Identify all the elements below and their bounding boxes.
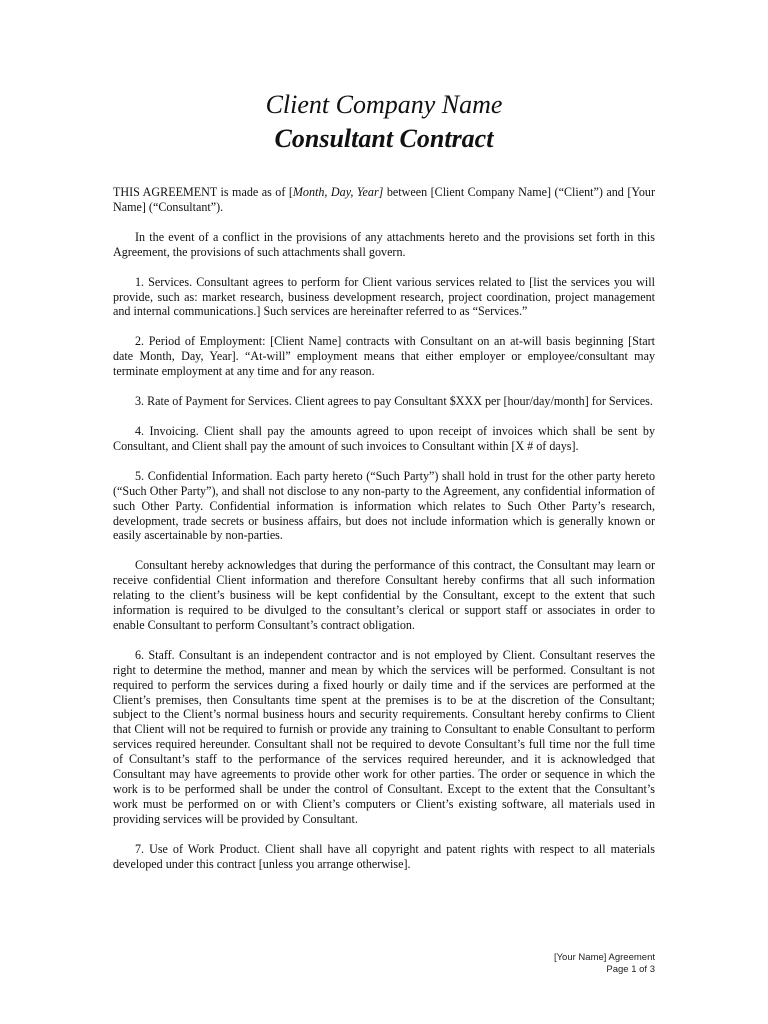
confidential-clause: 5. Confidential Information. Each party hereto (“Such Party”) shall hold in trust for the other party hereto (“Such Other Party”), and shall not disclose to any non-party to the Agreement, any confidential information of such Other Party. Confidential information is information which relates to Such Other Party’s research, development, trade secrets or business affairs, but does not include information which is generally known or easily ascertainable by non-parties.	[113, 468, 655, 543]
employment-clause: 2. Period of Employment: [Client Name] contracts with Consultant on an at-will basis beginning [Start date Month, Day, Year]. “At-will” employment means that either employer or employee/consultant may terminate employment at any time and for any reason.	[113, 334, 655, 379]
conflict-paragraph: In the event of a conflict in the provisions of any attachments hereto and the provisions set forth in this Agreement, the provisions of such attachments shall govern.	[113, 229, 655, 259]
page-footer	[554, 952, 655, 976]
acknowledgement-paragraph: Consultant hereby acknowledges that during the performance of this contract, the Consultant may learn or receive confidential Client information and therefore Consultant hereby confirms that all such information relating to the client’s business will be kept confidential by the Consultant, except to the extent that such information is required to be divulged to the consultant’s clerical or support staff or associates in order to enable Consultant to perform Consultant’s contract obligation.	[113, 558, 655, 632]
footer-agreement-label: [Your Name] Agreement	[553, 952, 655, 963]
work-product-clause: 7. Use of Work Product. Client shall have all copyright and patent rights with respect to all materials developed under this contract [unless you arrange otherwise].	[113, 841, 655, 871]
document-body	[113, 185, 655, 887]
intro-paragraph	[113, 185, 655, 215]
payment-clause: 3. Rate of Payment for Services. Client agrees to pay Consultant $XXX per [hour/day/month] for Services.	[135, 394, 653, 409]
footer-page-number: Page 1 of 3	[606, 964, 655, 975]
contract-title-heading: Consultant Contract	[274, 124, 494, 153]
company-name-heading: Client Company Name	[265, 90, 503, 119]
intro-text-start: THIS AGREEMENT is made as of [	[113, 185, 293, 199]
date-placeholder: Month, Day, Year]	[292, 185, 384, 199]
invoicing-clause: 4. Invoicing. Client shall pay the amounts agreed to upon receipt of invoices which shall be sent by Consultant, and Client shall pay the amount of such invoices to Consultant within [X # of days].	[113, 423, 655, 453]
services-clause: 1. Services. Consultant agrees to perform for Client various services related to [list the services you will provide, such as: market research, business development research, project coordination, project management and internal communications.] Such services are hereinafter referred to as “Services.”	[113, 274, 655, 319]
title-block	[0, 88, 768, 156]
staff-clause: 6. Staff. Consultant is an independent contractor and is not employed by Client. Consultant reserves the right to determine the method, manner and mean by which the services will be performed. Consultant is not required to perform the services during a fixed hourly or daily time and if the services are performed at the Client’s premises, then Consultants time spent at the premises is to be at the discretion of the Consultant; subject to the Client’s normal business hours and security requirements. Consultant hereby confirms to Client that Client will not be required to furnish or provide any training to Consultant to enable Consultant to perform services required hereunder. Consultant shall not be required to devote Consultant’s full time nor the full time of Consultant’s staff to the performance of the services required hereunder, and it is acknowledged that Consultant may have agreements to provide other work for other parties. The order or sequence in which the work is to be performed shall be under the control of Consultant. Except to the extent that the Consultant’s work must be performed on or with Client’s computers or Client’s existing software, all materials used in providing services will be provided by Consultant.	[113, 647, 655, 826]
intro-text-end: between [Client Company Name] (“Client”) and [Your Name] (“Consultant”).	[113, 185, 655, 214]
